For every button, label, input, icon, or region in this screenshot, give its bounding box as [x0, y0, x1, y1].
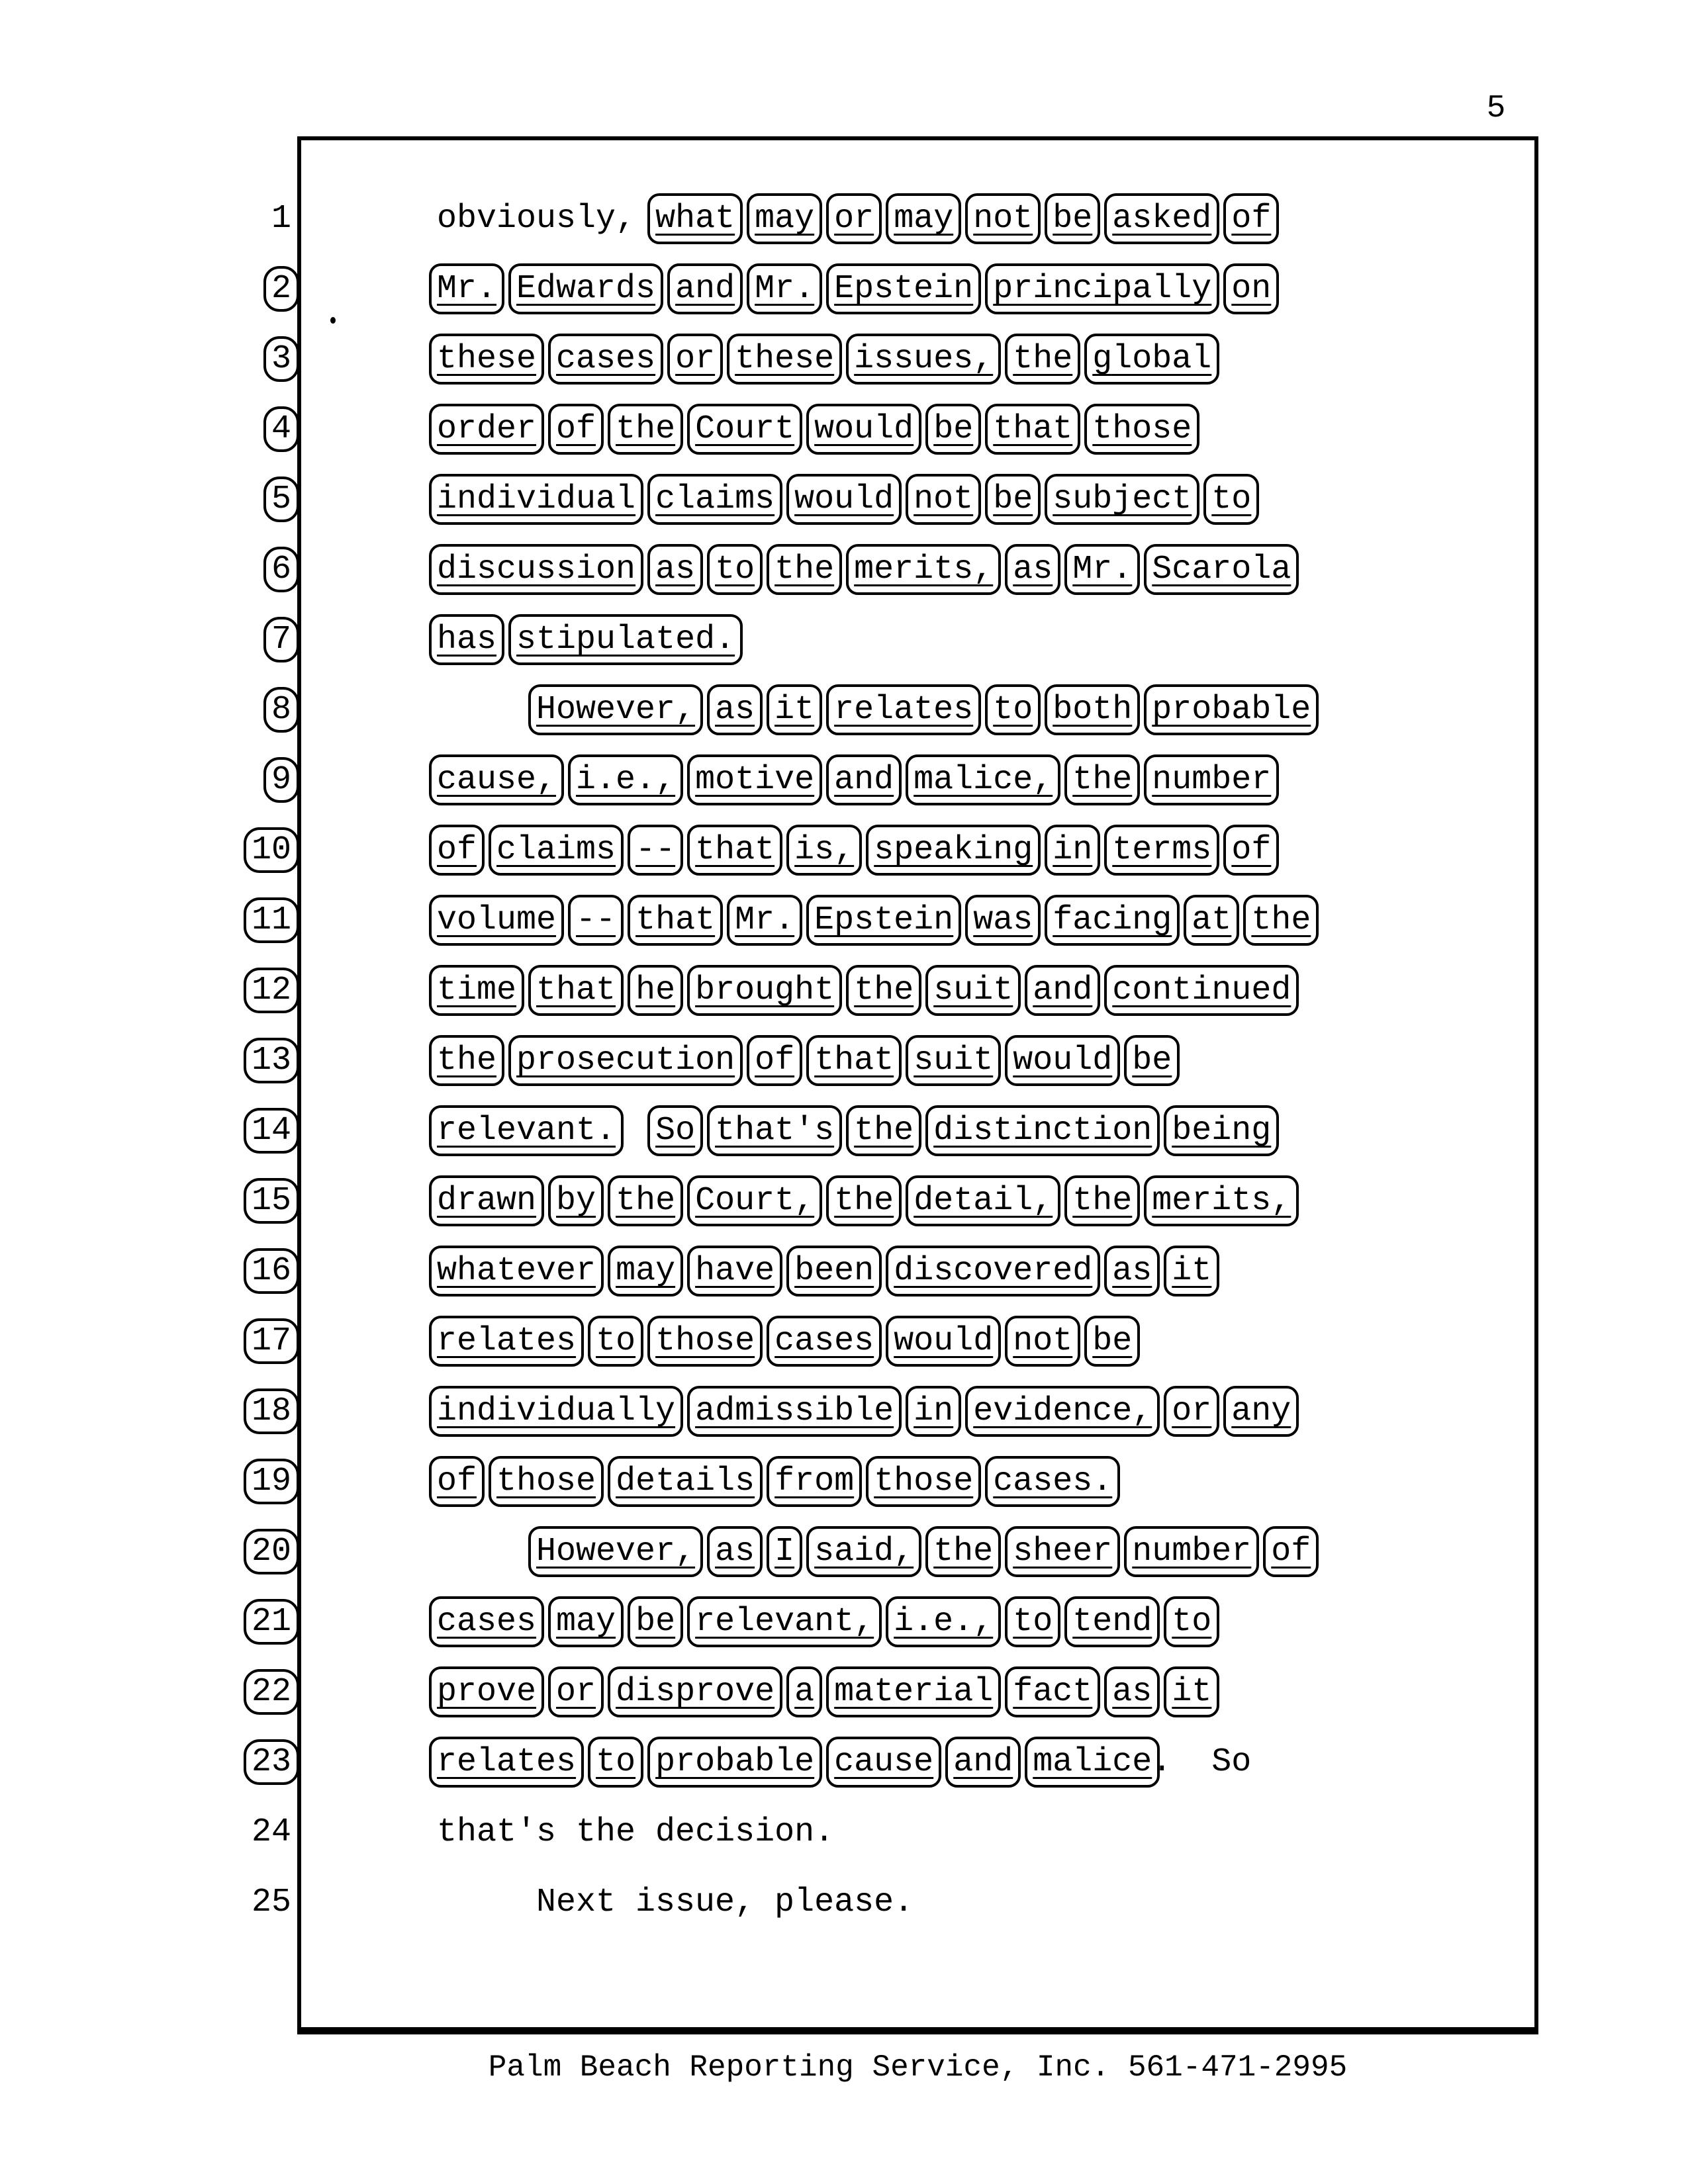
word-annotation-box: he — [628, 965, 683, 1016]
line-number-annotation-box: 7 — [263, 617, 299, 662]
word-annotation-box: be — [1045, 193, 1100, 244]
word-annotation-box: would — [786, 474, 902, 525]
word-annotation-box: would — [806, 404, 921, 455]
word-annotation-box: admissible — [687, 1386, 902, 1437]
word-annotation-box: subject — [1045, 474, 1199, 525]
word-annotation-box: relevant, — [687, 1596, 882, 1647]
line-text — [437, 1096, 1271, 1166]
word-annotation-box: the — [846, 965, 921, 1016]
line-number — [172, 1377, 291, 1447]
line-text — [437, 886, 1311, 956]
word-annotation-box: relates — [429, 1316, 584, 1367]
word-annotation-box: it — [1164, 1666, 1219, 1717]
line-number-annotation-box: 17 — [244, 1318, 299, 1364]
word-annotation-box: cases — [767, 1316, 882, 1367]
word-annotation-box: these — [727, 334, 842, 385]
word-annotation-box: not — [965, 193, 1041, 244]
transcript-line-13 — [0, 1026, 1688, 1096]
word-annotation-box: tend — [1064, 1596, 1160, 1647]
transcript-line-1 — [0, 184, 1688, 254]
line-number-annotation-box: 3 — [263, 336, 299, 382]
word-annotation-box: Court, — [687, 1175, 822, 1226]
word-annotation-box: and — [1025, 965, 1100, 1016]
line-number-annotation-box: 4 — [263, 406, 299, 452]
word-annotation-box: cases — [548, 334, 663, 385]
word-annotation-box: may — [747, 193, 822, 244]
word-annotation-box: may — [886, 193, 961, 244]
line-number-annotation-box: 19 — [244, 1459, 299, 1504]
word-annotation-box: the — [608, 404, 683, 455]
word-annotation-box: issues, — [846, 334, 1001, 385]
transcript-line-10 — [0, 815, 1688, 886]
word-annotation-box: in — [906, 1386, 961, 1437]
line-number-annotation-box: 9 — [263, 757, 299, 803]
line-text — [536, 1517, 1311, 1587]
transcript-line-15 — [0, 1166, 1688, 1236]
word-annotation-box: that — [985, 404, 1080, 455]
word-annotation-box: be — [925, 404, 981, 455]
word-annotation-box: time — [429, 965, 524, 1016]
word-plain: . — [1152, 1743, 1172, 1781]
line-number — [172, 1096, 291, 1166]
word-annotation-box: from — [767, 1456, 862, 1507]
word-annotation-box: in — [1045, 825, 1100, 876]
line-text — [536, 1868, 914, 1938]
word-plain: Next issue, please. — [536, 1884, 914, 1921]
word-annotation-box: of — [548, 404, 604, 455]
word-annotation-box: to — [1203, 474, 1259, 525]
word-annotation-box: Edwards — [508, 263, 663, 314]
word-annotation-box: Mr. — [1064, 544, 1140, 595]
word-annotation-box: those — [489, 1456, 604, 1507]
word-annotation-box: as — [707, 684, 763, 735]
word-annotation-box: details — [608, 1456, 763, 1507]
word-annotation-box: those — [647, 1316, 763, 1367]
word-annotation-box: fact — [1005, 1666, 1100, 1717]
transcript-line-5 — [0, 465, 1688, 535]
word-annotation-box: order — [429, 404, 544, 455]
line-number — [172, 1306, 291, 1377]
word-annotation-box: Epstein — [826, 263, 981, 314]
word-annotation-box: Scarola — [1144, 544, 1299, 595]
word-annotation-box: to — [1005, 1596, 1060, 1647]
word-annotation-box: facing — [1045, 895, 1180, 946]
line-number-annotation-box: 11 — [244, 897, 299, 943]
word-annotation-box: the — [1243, 895, 1319, 946]
word-annotation-box: to — [1164, 1596, 1219, 1647]
transcript-line-14 — [0, 1096, 1688, 1166]
line-text — [437, 1727, 1251, 1797]
word-annotation-box: as — [1005, 544, 1060, 595]
reporter-footer: Palm Beach Reporting Service, Inc. 561-471-2995 — [488, 2050, 1348, 2085]
word-annotation-box: individually — [429, 1386, 683, 1437]
word-annotation-box: that — [687, 825, 782, 876]
line-text — [437, 254, 1271, 324]
word-annotation-box: whatever — [429, 1246, 604, 1297]
word-annotation-box: -- — [568, 895, 624, 946]
line-text — [437, 1377, 1291, 1447]
transcript-line-18 — [0, 1377, 1688, 1447]
word-annotation-box: discovered — [886, 1246, 1100, 1297]
word-annotation-box: cause — [826, 1737, 941, 1788]
word-annotation-box: any — [1223, 1386, 1299, 1437]
word-annotation-box: to — [985, 684, 1041, 735]
word-annotation-box: prove — [429, 1666, 544, 1717]
line-text — [437, 184, 1271, 254]
word-annotation-box: it — [1164, 1246, 1219, 1297]
transcript-line-24 — [0, 1797, 1688, 1868]
word-annotation-box: those — [1084, 404, 1199, 455]
word-annotation-box: both — [1045, 684, 1140, 735]
word-annotation-box: volume — [429, 895, 564, 946]
word-annotation-box: probable — [1144, 684, 1319, 735]
word-annotation-box: drawn — [429, 1175, 544, 1226]
line-text — [437, 1797, 834, 1868]
line-text — [437, 745, 1271, 815]
transcript-line-12 — [0, 956, 1688, 1026]
word-annotation-box: merits, — [1144, 1175, 1299, 1226]
line-number — [172, 465, 291, 535]
line-text — [437, 1447, 1112, 1517]
line-text — [437, 535, 1291, 605]
word-annotation-box: may — [608, 1246, 683, 1297]
line-number — [172, 1727, 291, 1797]
word-annotation-box: individual — [429, 474, 643, 525]
word-annotation-box: by — [548, 1175, 604, 1226]
transcript-line-4 — [0, 394, 1688, 465]
line-number-annotation-box: 5 — [263, 477, 299, 522]
line-number — [172, 675, 291, 745]
line-number — [172, 605, 291, 675]
word-annotation-box: have — [687, 1246, 782, 1297]
line-number — [172, 1447, 291, 1517]
line-number-annotation-box: 20 — [244, 1529, 299, 1574]
line-number — [172, 1166, 291, 1236]
word-annotation-box: that — [806, 1035, 902, 1086]
word-annotation-box: as — [647, 544, 703, 595]
word-annotation-box: of — [747, 1035, 802, 1086]
word-annotation-box: of — [1263, 1526, 1319, 1577]
word-plain: So — [1211, 1743, 1252, 1781]
word-annotation-box: be — [1124, 1035, 1180, 1086]
word-annotation-box: probable — [647, 1737, 822, 1788]
word-annotation-box: to — [707, 544, 763, 595]
line-number-annotation-box: 2 — [263, 266, 299, 312]
word-annotation-box: or — [826, 193, 882, 244]
word-annotation-box: to — [588, 1316, 643, 1367]
word-annotation-box: cases. — [985, 1456, 1120, 1507]
word-annotation-box: has — [429, 614, 504, 665]
word-annotation-box: Mr. — [747, 263, 822, 314]
transcript-line-2 — [0, 254, 1688, 324]
word-annotation-box: it — [767, 684, 822, 735]
line-number: 25 — [251, 1884, 291, 1921]
word-annotation-box: cause, — [429, 754, 564, 805]
word-annotation-box: -- — [628, 825, 683, 876]
line-text — [536, 675, 1311, 745]
word-annotation-box: was — [965, 895, 1041, 946]
word-annotation-box: terms — [1104, 825, 1219, 876]
word-annotation-box: principally — [985, 263, 1219, 314]
word-annotation-box: prosecution — [508, 1035, 743, 1086]
page-number: 5 — [1486, 91, 1506, 126]
word-annotation-box: material — [826, 1666, 1001, 1717]
word-annotation-box: or — [548, 1666, 604, 1717]
line-number-annotation-box: 10 — [244, 827, 299, 873]
word-annotation-box: distinction — [925, 1105, 1160, 1156]
line-text — [437, 394, 1192, 465]
word-annotation-box: not — [1005, 1316, 1080, 1367]
word-annotation-box: at — [1184, 895, 1239, 946]
word-annotation-box: may — [548, 1596, 624, 1647]
transcript-line-17 — [0, 1306, 1688, 1377]
word-annotation-box: suit — [925, 965, 1021, 1016]
line-text — [437, 1306, 1132, 1377]
word-annotation-box: is, — [786, 825, 862, 876]
line-text — [437, 605, 735, 675]
word-annotation-box: detail, — [906, 1175, 1060, 1226]
word-annotation-box: cases — [429, 1596, 544, 1647]
word-annotation-box: Court — [687, 404, 802, 455]
word-annotation-box: the — [767, 544, 842, 595]
line-number-annotation-box: 15 — [244, 1178, 299, 1224]
word-annotation-box: and — [945, 1737, 1021, 1788]
word-annotation-box: would — [886, 1316, 1001, 1367]
word-annotation-box: stipulated. — [508, 614, 743, 665]
word-annotation-box: be — [985, 474, 1041, 525]
word-annotation-box: and — [826, 754, 902, 805]
word-annotation-box: However, — [528, 684, 703, 735]
word-annotation-box: Mr. — [429, 263, 504, 314]
transcript-line-7 — [0, 605, 1688, 675]
word-annotation-box: Mr. — [727, 895, 802, 946]
word-annotation-box: the — [1005, 334, 1080, 385]
word-annotation-box: that — [528, 965, 624, 1016]
transcript-line-19 — [0, 1447, 1688, 1517]
word-plain: obviously, — [437, 200, 636, 238]
line-number — [172, 1026, 291, 1096]
transcript-line-25 — [0, 1868, 1688, 1938]
line-text — [437, 465, 1251, 535]
line-number — [172, 815, 291, 886]
word-annotation-box: be — [628, 1596, 683, 1647]
word-annotation-box: merits, — [846, 544, 1001, 595]
word-annotation-box: of — [1223, 193, 1279, 244]
word-annotation-box: number — [1124, 1526, 1259, 1577]
word-annotation-box: of — [429, 1456, 485, 1507]
line-number — [172, 254, 291, 324]
line-number-annotation-box: 16 — [244, 1248, 299, 1294]
word-annotation-box: relates — [429, 1737, 584, 1788]
word-annotation-box: malice — [1025, 1737, 1160, 1788]
line-number — [172, 956, 291, 1026]
line-text — [437, 956, 1291, 1026]
line-number-annotation-box: 8 — [263, 687, 299, 733]
word-annotation-box: the — [925, 1526, 1001, 1577]
line-text — [437, 1587, 1211, 1657]
word-annotation-box: However, — [528, 1526, 703, 1577]
line-number-annotation-box: 18 — [244, 1388, 299, 1434]
word-annotation-box: that's — [707, 1105, 842, 1156]
transcript-line-11 — [0, 886, 1688, 956]
line-text — [437, 1166, 1291, 1236]
word-annotation-box: global — [1084, 334, 1219, 385]
word-annotation-box: been — [786, 1246, 882, 1297]
word-annotation-box: or — [667, 334, 723, 385]
word-annotation-box: or — [1164, 1386, 1219, 1437]
word-annotation-box: not — [906, 474, 981, 525]
word-annotation-box: relates — [826, 684, 981, 735]
word-annotation-box: continued — [1104, 965, 1299, 1016]
word-annotation-box: relevant. — [429, 1105, 624, 1156]
line-text — [437, 1236, 1211, 1306]
word-annotation-box: claims — [489, 825, 624, 876]
line-number-annotation-box: 12 — [244, 968, 299, 1013]
line-number-annotation-box: 14 — [244, 1108, 299, 1154]
word-annotation-box: speaking — [866, 825, 1041, 876]
transcript-line-16 — [0, 1236, 1688, 1306]
transcript-line-8 — [0, 675, 1688, 745]
word-annotation-box: claims — [647, 474, 782, 525]
word-annotation-box: suit — [906, 1035, 1001, 1086]
line-number — [172, 1657, 291, 1727]
line-text — [437, 1026, 1172, 1096]
word-annotation-box: Epstein — [806, 895, 961, 946]
transcript-line-20 — [0, 1517, 1688, 1587]
word-annotation-box: sheer — [1005, 1526, 1120, 1577]
word-annotation-box: I — [767, 1526, 802, 1577]
line-text — [437, 815, 1271, 886]
word-annotation-box: as — [707, 1526, 763, 1577]
line-number — [172, 1517, 291, 1587]
word-annotation-box: the — [1064, 754, 1140, 805]
transcript-line-3 — [0, 324, 1688, 394]
word-annotation-box: that — [628, 895, 723, 946]
word-annotation-box: said, — [806, 1526, 921, 1577]
line-number-annotation-box: 6 — [263, 547, 299, 592]
transcript-line-21 — [0, 1587, 1688, 1657]
word-annotation-box: motive — [687, 754, 822, 805]
line-number-annotation-box: 23 — [244, 1739, 299, 1785]
word-annotation-box: of — [1223, 825, 1279, 876]
word-annotation-box: what — [647, 193, 743, 244]
word-annotation-box: the — [429, 1035, 504, 1086]
word-annotation-box: to — [588, 1737, 643, 1788]
transcript-line-22 — [0, 1657, 1688, 1727]
word-annotation-box: the — [1064, 1175, 1140, 1226]
line-number: 1 — [271, 200, 291, 238]
line-number — [172, 1587, 291, 1657]
word-annotation-box: and — [667, 263, 743, 314]
line-number — [172, 1236, 291, 1306]
line-number-annotation-box: 22 — [244, 1669, 299, 1715]
word-annotation-box: brought — [687, 965, 842, 1016]
word-annotation-box: of — [429, 825, 485, 876]
line-number — [172, 745, 291, 815]
transcript-line-23 — [0, 1727, 1688, 1797]
word-annotation-box: as — [1104, 1246, 1160, 1297]
word-annotation-box: So — [647, 1105, 703, 1156]
word-plain: that's the decision. — [437, 1813, 835, 1851]
word-annotation-box: disprove — [608, 1666, 782, 1717]
line-number — [172, 324, 291, 394]
word-annotation-box: these — [429, 334, 544, 385]
word-annotation-box: the — [846, 1105, 921, 1156]
transcript-line-6 — [0, 535, 1688, 605]
word-annotation-box: the — [826, 1175, 902, 1226]
word-annotation-box: a — [786, 1666, 822, 1717]
word-annotation-box: be — [1084, 1316, 1140, 1367]
word-annotation-box: on — [1223, 263, 1279, 314]
line-number-annotation-box: 21 — [244, 1599, 299, 1645]
word-annotation-box: i.e., — [886, 1596, 1001, 1647]
word-annotation-box: number — [1144, 754, 1279, 805]
word-annotation-box: malice, — [906, 754, 1060, 805]
line-number — [172, 886, 291, 956]
word-annotation-box: evidence, — [965, 1386, 1160, 1437]
word-annotation-box: as — [1104, 1666, 1160, 1717]
line-text — [437, 324, 1211, 394]
transcript-line-9 — [0, 745, 1688, 815]
line-number-annotation-box: 13 — [244, 1038, 299, 1083]
word-annotation-box: i.e., — [568, 754, 683, 805]
word-annotation-box: being — [1164, 1105, 1279, 1156]
line-text — [437, 1657, 1211, 1727]
line-number: 24 — [251, 1813, 291, 1851]
line-number — [172, 394, 291, 465]
word-annotation-box: discussion — [429, 544, 643, 595]
word-annotation-box: the — [608, 1175, 683, 1226]
line-number — [172, 535, 291, 605]
word-annotation-box: asked — [1104, 193, 1219, 244]
word-annotation-box: those — [866, 1456, 981, 1507]
word-annotation-box: would — [1005, 1035, 1120, 1086]
